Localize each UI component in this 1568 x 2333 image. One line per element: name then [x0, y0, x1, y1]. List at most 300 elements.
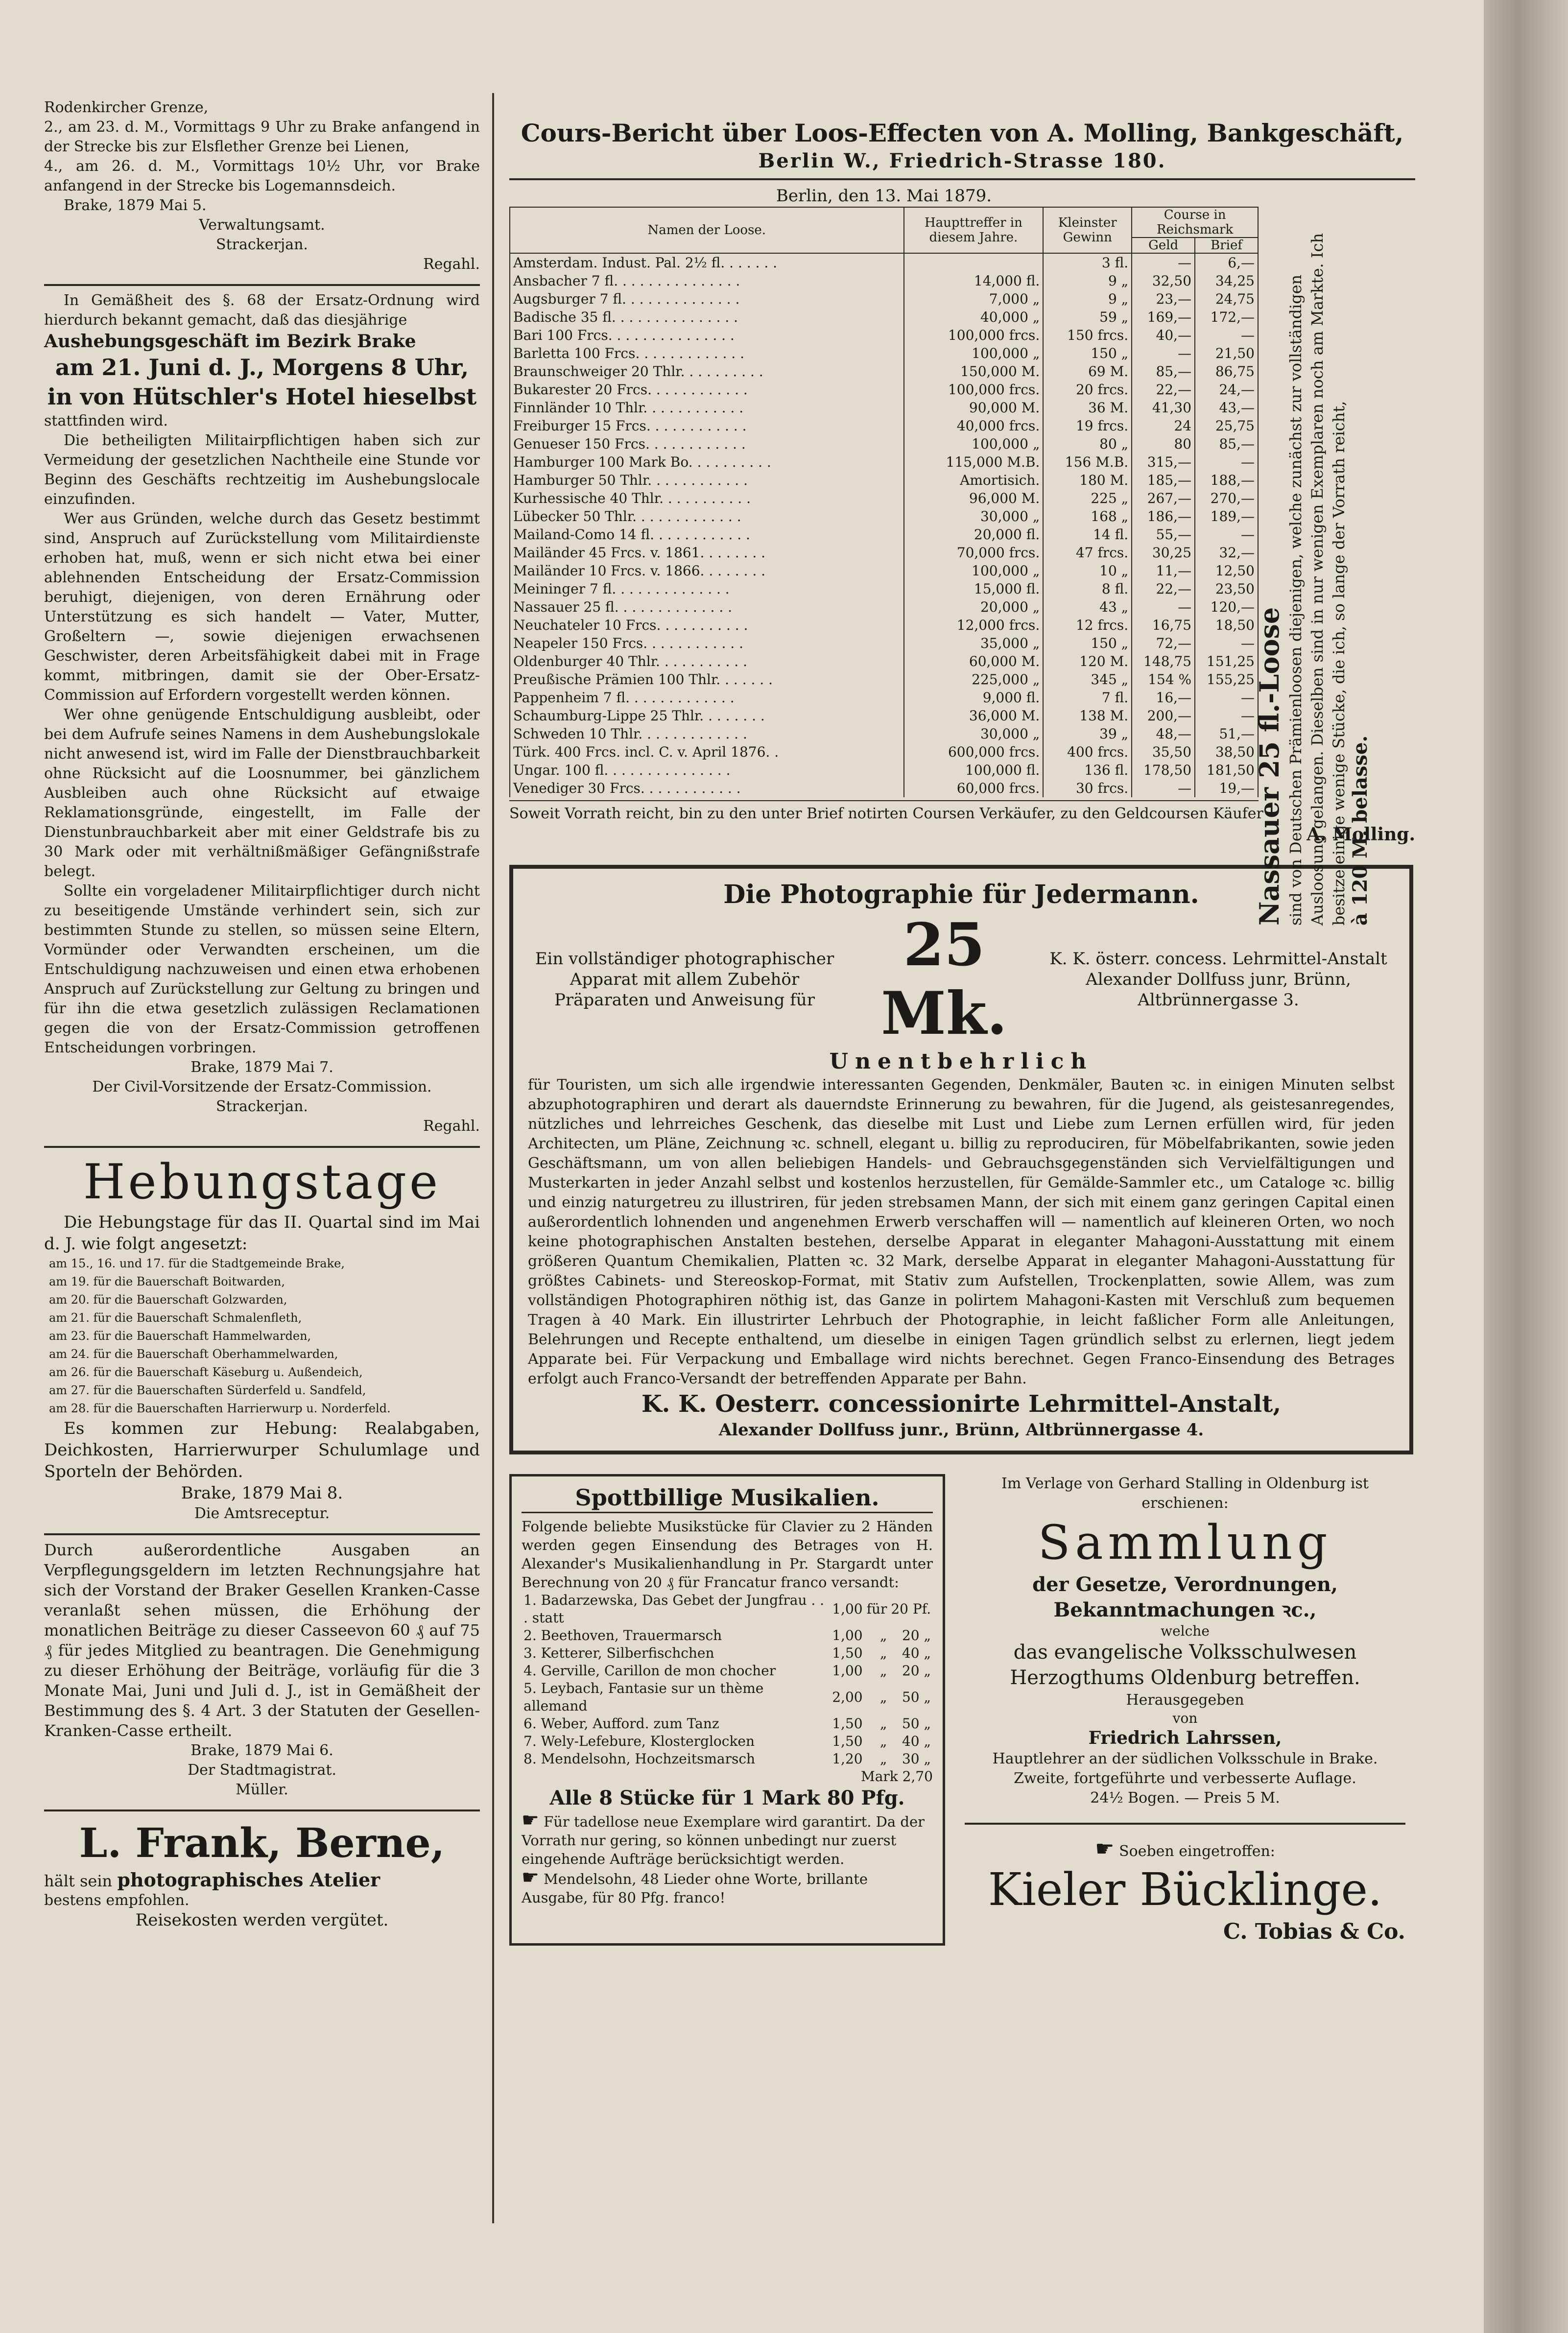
course-geld: 40,—: [1132, 326, 1195, 344]
notice-paragraph: Sollte ein vorgeladener Militairpflichtiger durch nicht zu beseitigende Umstände verhindert sein, sich zur bestimmten Stunde zu stellen, so müssen seine Eltern, Vormünder oder Verwandten erscheinen, um die Entschuldigung nachzuweisen und einen etwa erhobenen Anspruch auf Zurückstellung zur Geltung zu bringen und für ihn die etwa gesetzlich zulässigen Reclamationen gegen die von der Ersatz-Commission getroffenen Entscheidungen vorbringen.: [44, 882, 480, 1056]
notice-health-fund: [44, 1540, 480, 1800]
ad-text: hält sein: [44, 1872, 113, 1890]
list-item: am 23. für die Bauerschaft Hammelwarden,: [49, 1329, 311, 1343]
music-for: „: [879, 1733, 887, 1749]
course-geld: 55,—: [1132, 525, 1195, 544]
side-price: à 120 M. belasse.: [1349, 735, 1372, 926]
ad-text: [522, 1868, 933, 1907]
music-price: 1,00: [832, 1601, 863, 1617]
pointing-hand-icon: ☛: [522, 1866, 539, 1889]
list-item: am 27. für die Bauerschaften Sürderfeld u. Sandfeld,: [49, 1383, 366, 1397]
loos-name: Preußische Prämien 100 Thlr. . . . . . .: [510, 670, 904, 689]
ad-book: [965, 1474, 1405, 1808]
cours-address: Berlin W., Friedrich-Strasse 180.: [758, 149, 1166, 172]
separator: [44, 1533, 480, 1535]
list-item: am 24. für die Bauerschaft Oberhammelwarden,: [49, 1347, 338, 1361]
table-row: [510, 272, 1258, 290]
notice-signature: Regahl.: [423, 256, 480, 273]
course-brief: 21,50: [1195, 344, 1258, 362]
list-item: am 28. für die Bauerschaften Harrierwurp u. Norderfeld.: [49, 1402, 391, 1415]
course-geld: 185,—: [1132, 471, 1195, 489]
notice-date-heading: am 21. Juni d. J., Morgens 8 Uhr, in von Hütschler's Hotel hieselbst: [47, 354, 477, 410]
loos-name: Ansbacher 7 fl. . . . . . . . . . . . . . .: [510, 272, 904, 290]
main-prize: 115,000 M.B.: [904, 453, 1044, 471]
table-row: [510, 616, 1258, 634]
loos-name: Lübecker 50 Thlr. . . . . . . . . . . . .: [510, 507, 904, 525]
notice-date: Brake, 1879 Mai 7.: [190, 1059, 333, 1076]
header-name: Namen der Loose.: [510, 207, 904, 253]
music-offer: Alle 8 Stücke für 1 Mark 80 Pfg.: [549, 1786, 905, 1809]
music-note: Für tadellose neue Exemplare wird garantirt. Da der Vorrath nur gering, so können unbedingt nur zuerst eingehende Aufträge berücksichtigt werden.: [522, 1813, 925, 1867]
ad-text: Hauptlehrer an der südlichen Volksschule in Brake.: [992, 1750, 1378, 1767]
ad-photography: [509, 865, 1413, 1454]
course-brief: —: [1195, 707, 1258, 725]
music-extra: Mendelsohn, 48 Lieder ohne Worte, brillante Ausgabe, für 80 Pfg. franco!: [522, 1871, 868, 1906]
table-row: [510, 253, 1258, 272]
table-row: [510, 580, 1258, 598]
min-prize: 150 „: [1043, 344, 1132, 362]
ad-text: Folgende beliebte Musikstücke für Clavier zu 2 Händen werden gegen Einsendung des Betrages von H. Alexander's Musikalienhandlung in Pr. Stargardt unter Berechnung von 20 ₰ für Francatur franco versandt:: [522, 1518, 933, 1591]
table-row: [510, 362, 1258, 381]
music-title: 7. Wely-Lefebure, Klosterglocken: [523, 1733, 755, 1749]
notice-paragraph: Durch außerordentliche Ausgaben an Verpflegungsgeldern im letzten Rechnungsjahre hat sich der Vorstand der Braker Gesellen Kranken-Casse veranlaßt sehen müssen, die Erhöhung der monatlichen Beiträge zu dieser Casseevon 60 ₰ auf 75 ₰ für jedes Mitglied zu beantragen. Die Genehmigung zu dieser Erhöhung der Beiträge, vorläufig für die 3 Monate Mai, Juni und Juli d. J., ist in Gemäßheit der Bestimmung des §. 4 Art. 3 der Statuten der Gesellen-Kranken-Casse ertheilt.: [44, 1541, 480, 1740]
table-row: [510, 417, 1258, 435]
music-sale-price: 40 „: [902, 1645, 931, 1661]
main-prize: 40,000 „: [904, 308, 1044, 326]
header-min-prize: Kleinster Gewinn: [1043, 207, 1132, 253]
hebungstage-list: [44, 1255, 480, 1418]
loos-name: Türk. 400 Frcs. incl. C. v. April 1876. .: [510, 743, 904, 761]
course-brief: 32,—: [1195, 544, 1258, 562]
table-row: [510, 489, 1258, 507]
loos-name: Freiburger 15 Frcs. . . . . . . . . . . .: [510, 417, 904, 435]
music-price: 1,20: [832, 1751, 863, 1767]
music-sale-price: 40 „: [902, 1733, 931, 1749]
loos-name: Bari 100 Frcs. . . . . . . . . . . . . . .: [510, 326, 904, 344]
music-sale-price: 20 „: [902, 1627, 931, 1643]
main-prize: 60,000 M.: [904, 652, 1044, 670]
course-brief: 25,75: [1195, 417, 1258, 435]
loos-name: Neuchateler 10 Frcs. . . . . . . . . . .: [510, 616, 904, 634]
course-brief: —: [1195, 326, 1258, 344]
course-brief: —: [1195, 634, 1258, 652]
ad-author: Friedrich Lahrssen,: [1088, 1728, 1282, 1748]
music-title: 1. Badarzewska, Das Gebet der Jungfrau . . . statt: [523, 1592, 825, 1626]
loos-name: Finnländer 10 Thlr. . . . . . . . . . . .: [510, 399, 904, 417]
loos-name: Schaumburg-Lippe 25 Thlr. . . . . . . .: [510, 707, 904, 725]
notice-intro: In Gemäßheit des §. 68 der Ersatz-Ordnung wird hierdurch bekannt gemacht, daß das diesjährige: [44, 292, 480, 329]
course-brief: 24,75: [1195, 290, 1258, 308]
music-sale-price: 20 Pf.: [891, 1601, 931, 1617]
table-row: [510, 544, 1258, 562]
list-item: [522, 1733, 933, 1750]
loos-name: Bukarester 20 Frcs. . . . . . . . . . . .: [510, 381, 904, 399]
notice-office: Der Stadtmagistrat.: [188, 1762, 336, 1779]
course-geld: 22,—: [1132, 381, 1195, 399]
music-for: „: [879, 1751, 887, 1767]
music-for: „: [879, 1715, 887, 1732]
notice-outro: Es kommen zur Hebung: Realabgaben, Deichkosten, Harrierwurper Schulumlage und Sporteln der Behörden.: [44, 1419, 480, 1481]
loos-name: Braunschweiger 20 Thlr. . . . . . . . . .: [510, 362, 904, 381]
course-brief: 120,—: [1195, 598, 1258, 616]
loos-name: Oldenburger 40 Thlr. . . . . . . . . . .: [510, 652, 904, 670]
table-row: [510, 725, 1258, 743]
min-prize: 7 fl.: [1043, 689, 1132, 707]
main-prize: 100,000 „: [904, 435, 1044, 453]
course-brief: 86,75: [1195, 362, 1258, 381]
music-title: 2. Beethoven, Trauermarsch: [523, 1627, 722, 1643]
music-price: 1,50: [832, 1733, 863, 1749]
notice-signature: Strackerjan.: [216, 236, 308, 253]
course-geld: 315,—: [1132, 453, 1195, 471]
music-title: 4. Gerville, Carillon de mon chocher: [523, 1663, 776, 1679]
music-title: 6. Weber, Aufford. zum Tanz: [523, 1715, 719, 1732]
notice-signature: Müller.: [236, 1781, 288, 1798]
table-row: [510, 453, 1258, 471]
loos-name: Schweden 10 Thlr. . . . . . . . . . . . .: [510, 725, 904, 743]
table-row: [510, 652, 1258, 670]
loos-name: Neapeler 150 Frcs. . . . . . . . . . . .: [510, 634, 904, 652]
music-title: 3. Ketterer, Silberfischchen: [523, 1645, 714, 1661]
header-brief: Brief: [1195, 238, 1258, 253]
notice-hebungstage: [44, 1153, 480, 1524]
table-row: [510, 507, 1258, 525]
course-geld: 72,—: [1132, 634, 1195, 652]
course-geld: 85,—: [1132, 362, 1195, 381]
ad-bold-text: photographisches Atelier: [117, 1869, 380, 1891]
main-prize: 30,000 „: [904, 507, 1044, 525]
course-geld: 154 %: [1132, 670, 1195, 689]
page-edge: [1484, 0, 1568, 2333]
notice-heading: Aushebungsgeschäft im Bezirk Brake: [44, 331, 416, 352]
table-row: [510, 344, 1258, 362]
main-prize: 100,000 frcs.: [904, 326, 1044, 344]
table-row: [510, 670, 1258, 689]
ad-text: Herausgegeben: [1126, 1691, 1244, 1709]
min-prize: 400 frcs.: [1043, 743, 1132, 761]
course-brief: 188,—: [1195, 471, 1258, 489]
notice-signature: Regahl.: [423, 1118, 480, 1135]
ad-price: 24½ Bogen. — Preis 5 M.: [1090, 1789, 1280, 1807]
min-prize: 19 frcs.: [1043, 417, 1132, 435]
loos-name: Augsburger 7 fl. . . . . . . . . . . . . .: [510, 290, 904, 308]
main-prize: 14,000 fl.: [904, 272, 1044, 290]
ad-text: Zweite, fortgeführte und verbesserte Auflage.: [1014, 1770, 1356, 1787]
course-geld: —: [1132, 344, 1195, 362]
ad-text: [522, 1811, 933, 1868]
course-geld: —: [1132, 598, 1195, 616]
min-prize: 9 „: [1043, 290, 1132, 308]
separator: [509, 178, 1415, 180]
ad-subtitle: der Gesetze, Verordnungen, Bekanntmachungen ꝛc.,: [1032, 1573, 1338, 1621]
loos-name: Mailänder 45 Frcs. v. 1861. . . . . . . .: [510, 544, 904, 562]
main-prize: 90,000 M.: [904, 399, 1044, 417]
course-geld: 186,—: [1132, 507, 1195, 525]
music-price: 2,00: [832, 1689, 863, 1705]
table-row: [510, 471, 1258, 489]
course-brief: 181,50: [1195, 761, 1258, 779]
table-row: [510, 634, 1258, 652]
table-row: [510, 707, 1258, 725]
min-prize: 180 M.: [1043, 471, 1132, 489]
music-list: [522, 1592, 933, 1768]
table-row: [510, 435, 1258, 453]
ad-frank: [44, 1816, 480, 1930]
min-prize: 3 fl.: [1043, 253, 1132, 272]
min-prize: 59 „: [1043, 308, 1132, 326]
main-prize: Amortisich.: [904, 471, 1044, 489]
table-row: [510, 308, 1258, 326]
notice-paragraph: Wer aus Gründen, welche durch das Gesetz bestimmt sind, Anspruch auf Zurückstellung vom Militairdienste erhoben hat, muß, wenn er sich nicht etwa bei einer ablehnenden Entscheidung der Ersatz-Commission beruhigt, diejenigen, von deren Ernährung oder Unterstützung es sich handelt — Vater, Mutter, Großeltern —, sowie diejenigen erwachsenen Geschwister, deren Arbeitsfähigkeit dabei mit in Frage kommt, mitbringen, damit sie der Ober-Ersatz-Commission auf Erfordern vorgestellt werden können.: [44, 510, 480, 704]
music-for: „: [879, 1627, 887, 1643]
min-prize: 39 „: [1043, 725, 1132, 743]
table-row: [510, 598, 1258, 616]
music-sale-price: 20 „: [902, 1663, 931, 1679]
notice-office: Verwaltungsamt.: [199, 216, 325, 234]
table-row: [510, 779, 1258, 797]
list-item: [522, 1592, 933, 1627]
main-prize: [904, 253, 1044, 272]
table-row: [510, 399, 1258, 417]
main-prize: 100,000 „: [904, 562, 1044, 580]
main-prize: 70,000 frcs.: [904, 544, 1044, 562]
notice-date: Brake, 1879 Mai 5.: [64, 197, 207, 214]
main-prize: 100,000 frcs.: [904, 381, 1044, 399]
course-geld: 16,75: [1132, 616, 1195, 634]
ad-text: welche: [1161, 1623, 1210, 1639]
loos-name: Badische 35 fl. . . . . . . . . . . . . . .: [510, 308, 904, 326]
main-prize: 100,000 „: [904, 344, 1044, 362]
min-prize: 150 „: [1043, 634, 1132, 652]
loos-name: Ungar. 100 fl. . . . . . . . . . . . . . .: [510, 761, 904, 779]
list-item: am 21. für die Bauerschaft Schmalenfleth,: [49, 1311, 302, 1325]
loos-name: Meininger 7 fl. . . . . . . . . . . . . .: [510, 580, 904, 598]
loos-name: Barletta 100 Frcs. . . . . . . . . . . . .: [510, 344, 904, 362]
main-prize: 9,000 fl.: [904, 689, 1044, 707]
course-brief: 12,50: [1195, 562, 1258, 580]
min-prize: 8 fl.: [1043, 580, 1132, 598]
loos-name: Mailand-Como 14 fl. . . . . . . . . . . .: [510, 525, 904, 544]
course-brief: 189,—: [1195, 507, 1258, 525]
main-prize: 600,000 frcs.: [904, 743, 1044, 761]
nassauer-side-notice: [1254, 191, 1401, 926]
column-divider: [492, 93, 494, 2223]
course-brief: —: [1195, 525, 1258, 544]
list-item: [522, 1662, 933, 1680]
notice-text: stattfinden wird.: [44, 412, 168, 429]
ad-text: Reisekosten werden vergütet.: [135, 1910, 389, 1930]
min-prize: 168 „: [1043, 507, 1132, 525]
notice-line: Rodenkircher Grenze,: [44, 99, 209, 116]
min-prize: 9 „: [1043, 272, 1132, 290]
ad-text: [965, 1836, 1405, 1861]
music-price: 1,50: [832, 1715, 863, 1732]
main-prize: 20,000 fl.: [904, 525, 1044, 544]
list-item: am 19. für die Bauerschaft Boitwarden,: [49, 1275, 285, 1288]
bottom-ads: [509, 1474, 1415, 1946]
main-prize: 100,000 fl.: [904, 761, 1044, 779]
main-prize: 30,000 „: [904, 725, 1044, 743]
list-item: am 20. für die Bauerschaft Golzwarden,: [49, 1293, 287, 1307]
main-prize: 60,000 frcs.: [904, 779, 1044, 797]
cours-signature: A. Molling.: [1307, 824, 1415, 845]
separator: [44, 1146, 480, 1148]
loos-name: Venediger 30 Frcs. . . . . . . . . . . .: [510, 779, 904, 797]
lottery-table: [509, 207, 1259, 797]
min-prize: 345 „: [1043, 670, 1132, 689]
course-geld: 23,—: [1132, 290, 1195, 308]
course-brief: 34,25: [1195, 272, 1258, 290]
notice-conscription: [44, 291, 480, 1136]
min-prize: 150 frcs.: [1043, 326, 1132, 344]
course-brief: 151,25: [1195, 652, 1258, 670]
music-title: 8. Mendelsohn, Hochzeitsmarsch: [523, 1751, 756, 1767]
notice-intro: Die Hebungstage für das II. Quartal sind im Mai d. J. wie folgt angesetzt:: [44, 1213, 480, 1254]
notice-office: Die Amtsreceptur.: [194, 1505, 330, 1522]
side-text: sind von Deutschen Prämienloosen diejenigen, welche zunächst zur vollständigen Ausloosung gelangen. Dieselben sind in nur wenigen Exemplaren noch am Markte. Ich besitze einige wenige Stücke, die ich, so lange der Vorrath reicht,: [1286, 233, 1348, 926]
table-row: [510, 525, 1258, 544]
min-prize: 10 „: [1043, 562, 1132, 580]
list-item: am 15., 16. und 17. für die Stadtgemeinde Brake,: [49, 1257, 345, 1270]
course-brief: —: [1195, 453, 1258, 471]
course-brief: 18,50: [1195, 616, 1258, 634]
loos-name: Kurhessische 40 Thlr. . . . . . . . . . .: [510, 489, 904, 507]
course-geld: 16,—: [1132, 689, 1195, 707]
course-geld: 48,—: [1132, 725, 1195, 743]
course-brief: 23,50: [1195, 580, 1258, 598]
pointing-hand-icon: ☛: [522, 1809, 539, 1832]
main-prize: 40,000 frcs.: [904, 417, 1044, 435]
course-brief: 270,—: [1195, 489, 1258, 507]
list-item: [522, 1715, 933, 1733]
min-prize: 80 „: [1043, 435, 1132, 453]
min-prize: 225 „: [1043, 489, 1132, 507]
ad-text: von: [1172, 1710, 1198, 1726]
min-prize: 156 M.B.: [1043, 453, 1132, 471]
course-geld: 178,50: [1132, 761, 1195, 779]
course-geld: —: [1132, 253, 1195, 272]
ad-address: Alexander Dollfuss junr., Brünn, Altbrünnergasse 4.: [718, 1420, 1204, 1440]
course-brief: 24,—: [1195, 381, 1258, 399]
music-sale-price: 50 „: [902, 1689, 931, 1705]
pointing-hand-icon: ☛: [1095, 1836, 1115, 1861]
cours-date: Berlin, den 13. Mai 1879.: [776, 186, 992, 206]
ad-text: bestens empfohlen.: [44, 1892, 190, 1909]
main-prize: 225,000 „: [904, 670, 1044, 689]
list-item: am 26. für die Bauerschaft Käseburg u. Außendeich,: [49, 1365, 363, 1379]
main-prize: 15,000 fl.: [904, 580, 1044, 598]
separator: [44, 1809, 480, 1811]
table-row: [510, 381, 1258, 399]
min-prize: 120 M.: [1043, 652, 1132, 670]
notice-signature: Strackerjan.: [216, 1098, 308, 1115]
notice-paragraph: Wer ohne genügende Entschuldigung ausbleibt, oder bei dem Aufrufe seines Namens in dem Aushebungslokale nicht anwesend ist, wird im Falle der Dienstbrauchbarkeit ohne Rücksicht auf die Loosnummer, bei gänzlichem Ausbleiben auch ohne Rücksicht auf etwaige Reklamationsgründe, eingestellt, im Falle der Dienstunbrauchbarkeit aber mit einer Geldstrafe bis zu 30 Mark oder mit verhältnißmäßiger Gefängnißstrafe belegt.: [44, 706, 480, 880]
course-geld: 11,—: [1132, 562, 1195, 580]
ad-text: Im Verlage von Gerhard Stalling in Oldenburg ist erschienen:: [1001, 1475, 1369, 1512]
music-for: für: [866, 1601, 887, 1617]
min-prize: 138 M.: [1043, 707, 1132, 725]
list-item: [522, 1644, 933, 1662]
course-geld: 32,50: [1132, 272, 1195, 290]
header-main-prize: Haupttreffer in diesem Jahre.: [904, 207, 1044, 253]
course-geld: 22,—: [1132, 580, 1195, 598]
course-geld: 80: [1132, 435, 1195, 453]
music-sale-price: 50 „: [902, 1715, 931, 1732]
min-prize: 136 fl.: [1043, 761, 1132, 779]
loos-name: Genueser 150 Frcs. . . . . . . . . . . .: [510, 435, 904, 453]
course-brief: 51,—: [1195, 725, 1258, 743]
right-ads: [965, 1474, 1405, 1946]
notice-office: Der Civil-Vorsitzende der Ersatz-Commission.: [92, 1078, 432, 1095]
course-brief: 85,—: [1195, 435, 1258, 453]
ad-text: K. K. österr. concess. Lehrmittel-Anstalt Alexander Dollfuss junr, Brünn, Altbrünnergasse 3.: [1049, 949, 1387, 1010]
notice-road-work: [44, 98, 480, 274]
min-prize: 14 fl.: [1043, 525, 1132, 544]
list-item: [522, 1627, 933, 1644]
table-row: [510, 562, 1258, 580]
ad-body: für Touristen, um sich alle irgendwie interessanten Gegenden, Denkmäler, Bauten ꝛc. in einigen Minuten selbst abzuphotographiren und derart als dauerndste Erinnerung zu bewahren, für die Jugend, als geistesanregendes, nützliches und lehrreiches Geschenk, das dieselbe mit Lust und Liebe zum Lernen erfüllen wird, für jeden Architecten, um Pläne, Zeichnung ꝛc. schnell, elegant u. billig zu reproduciren, für Möbelfabrikanten, sowie jeden Geschäftsmann, um von allen beliebigen Handels- und Gebrauchsgegenständen sich Vervielfältigungen und Musterkarten in jeder Anzahl selbst und kostenlos herzustellen, für Gemälde-Sammler etc., um Cataloge ꝛc. billig und einzig naturgetreu zu illustriren, für jeden strebsamen Mann, der sich mit einem ganz geringen Capital einen außerordentlich lohnenden und angenehmen Erwerb verschaffen will — namentlich auf kleineren Orten, wo noch keine photographischen Anstalten bestehen, derselbe Apparat in eleganter Mahagoni-Ausstattung mit einem größeren Quantum Chemikalien, Platten ꝛc. 32 Mark, derselbe Apparat in eleganter Mahagoni-Ausstattung für größtes Cabinets- und Stereoskop-Format, mit Stativ zum Aufstellen, Trockenplatten, sowie Allem, was zum vollständigen Photographiren nöthig ist, das Ganze in polirtem Mahagoni-Kasten mit Verschluß zum bequemen Tragen à 40 Mark. Ein illustrirter Lehrbuch der Photographie, in leicht faßlicher Form alle Anleitungen, Belehrungen und Recepte enthaltend, um dieselbe in einigen Tagen gründlich selbst zu erlernen, liegt jedem Apparate bei. Für Verpackung und Emballage wird nichts berechnet. Gegen Franco-Einsendung des Betrages erfolgt auch Franco-Versandt der betreffenden Apparate per Bahn.: [528, 1076, 1395, 1387]
loos-name: Hamburger 100 Mark Bo. . . . . . . . . .: [510, 453, 904, 471]
music-for: „: [879, 1689, 887, 1705]
main-prize: 96,000 M.: [904, 489, 1044, 507]
side-title: Nassauer 25 fl.-Loose: [1254, 607, 1285, 926]
cours-footer: Soweit Vorrath reicht, bin zu den unter Brief notirten Coursen Verkäufer, zu den Geldcoursen Käufer: [509, 805, 1263, 822]
music-for: „: [879, 1663, 887, 1679]
notice-paragraph: Die betheiligten Militairpflichtigen haben sich zur Vermeidung der gesetzlichen Nachtheile eine Stunde vor Beginn des Geschäfts rechtzeitig im Aushebungslocale einzufinden.: [44, 432, 480, 508]
ad-title: L. Frank, Berne,: [79, 1820, 445, 1867]
separator: [44, 284, 480, 286]
ad-text: Ein vollständiger photographischer Apparat mit allem Zubehör Präparaten und Anweisung für: [535, 949, 834, 1010]
ad-title: Spottbillige Musikalien.: [522, 1483, 933, 1513]
min-prize: 69 M.: [1043, 362, 1132, 381]
course-geld: 267,—: [1132, 489, 1195, 507]
course-geld: 30,25: [1132, 544, 1195, 562]
header-course: Course in Reichsmark: [1132, 207, 1258, 238]
cours-title: Cours-Bericht über Loos-Effecten von A. Molling, Bankgeschäft,: [521, 119, 1404, 147]
loos-name: Mailänder 10 Frcs. v. 1866. . . . . . . .: [510, 562, 904, 580]
course-geld: 24: [1132, 417, 1195, 435]
loos-name: Nassauer 25 fl. . . . . . . . . . . . . .: [510, 598, 904, 616]
notice-date: Brake, 1879 Mai 6.: [190, 1742, 333, 1759]
min-prize: 47 frcs.: [1043, 544, 1132, 562]
notice-title: Hebungstage: [83, 1154, 441, 1210]
min-prize: 30 frcs.: [1043, 779, 1132, 797]
list-item: [522, 1680, 933, 1715]
main-prize: 150,000 M.: [904, 362, 1044, 381]
ad-title: Sammlung: [1038, 1515, 1332, 1570]
ad-firm: C. Tobias & Co.: [1223, 1919, 1405, 1944]
music-price: 1,00: [832, 1627, 863, 1643]
min-prize: 12 frcs.: [1043, 616, 1132, 634]
ad-kiel: [965, 1836, 1405, 1946]
table-row: [510, 761, 1258, 779]
music-price: 1,50: [832, 1645, 863, 1661]
music-price: 1,00: [832, 1663, 863, 1679]
header-geld: Geld: [1132, 238, 1195, 253]
main-prize: 20,000 „: [904, 598, 1044, 616]
notice-date: Brake, 1879 Mai 8.: [181, 1483, 343, 1503]
loos-name: Hamburger 50 Thlr. . . . . . . . . . . .: [510, 471, 904, 489]
course-brief: 155,25: [1195, 670, 1258, 689]
main-prize: 7,000 „: [904, 290, 1044, 308]
main-prize: 35,000 „: [904, 634, 1044, 652]
left-column: [44, 98, 480, 1940]
course-geld: 41,30: [1132, 399, 1195, 417]
music-sum: Mark 2,70: [861, 1768, 933, 1785]
table-row: [510, 326, 1258, 344]
ad-heading: Unentbehrlich: [829, 1049, 1093, 1074]
separator: [509, 800, 1259, 801]
